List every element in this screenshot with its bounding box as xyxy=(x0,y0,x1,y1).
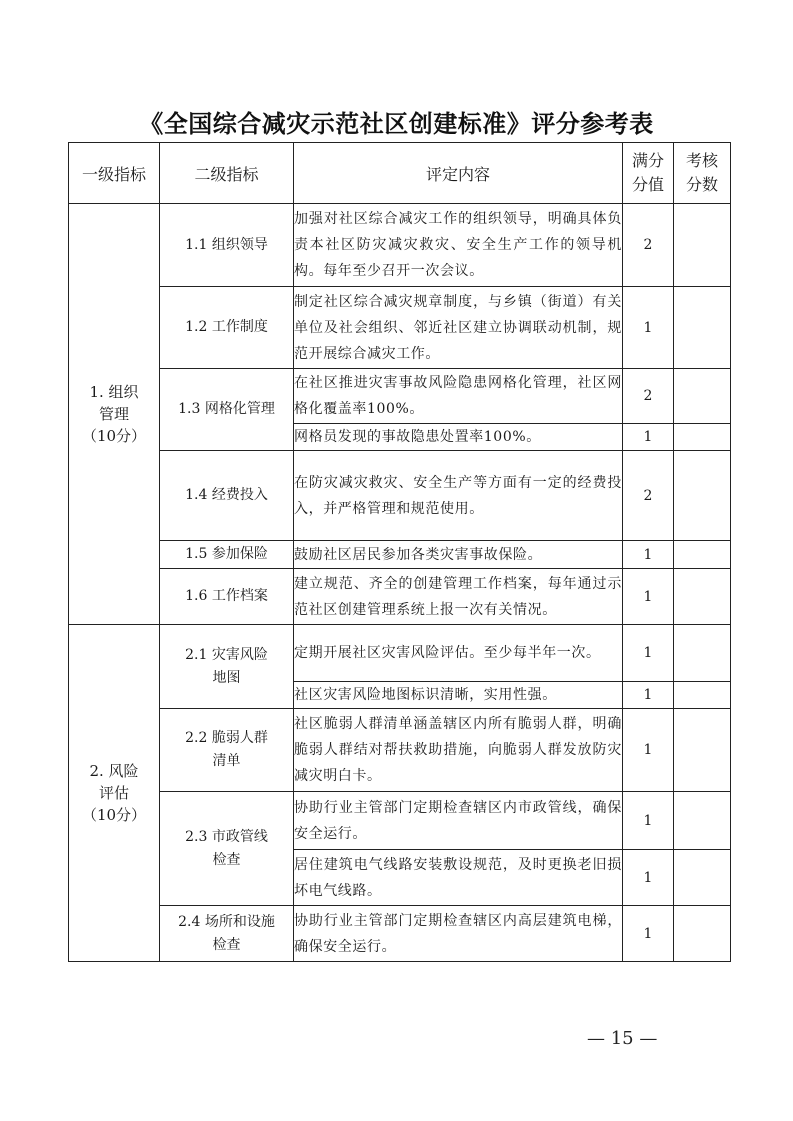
secondary-indicator-text: 1.5 参加保险 xyxy=(185,546,268,562)
evaluation-content-cell: 社区灾害风险地图标识清晰，实用性强。 xyxy=(294,682,623,709)
evaluation-content-cell: 定期开展社区灾害风险评估。至少每半年一次。 xyxy=(294,625,623,682)
secondary-indicator-text: 2.2 脆弱人群 xyxy=(185,730,268,746)
table-row xyxy=(69,625,731,682)
secondary-indicator-cell xyxy=(160,204,294,287)
assessed-score-cell[interactable] xyxy=(674,682,731,709)
secondary-indicator-cell xyxy=(160,792,294,906)
table-row xyxy=(69,204,731,287)
assessed-score-cell[interactable] xyxy=(674,369,731,424)
assessed-score-cell[interactable] xyxy=(674,287,731,369)
secondary-indicator-text: 2.1 灾害风险 xyxy=(185,646,268,663)
full-score-cell: 2 xyxy=(623,204,674,287)
full-score-cell: 1 xyxy=(623,541,674,569)
secondary-indicator-cell xyxy=(160,369,294,451)
table-row xyxy=(69,451,731,541)
table-row xyxy=(69,792,731,850)
primary-indicator-text: 2. 风险 xyxy=(89,762,139,780)
primary-indicator-text: 管理 xyxy=(98,405,129,423)
assessed-score-cell[interactable] xyxy=(674,850,731,906)
primary-indicator-cell xyxy=(69,625,160,962)
evaluation-content-cell: 社区脆弱人群清单涵盖辖区内所有脆弱人群，明确脆弱人群结对帮扶救助措施，向脆弱人群发放防灾减灾明白卡。 xyxy=(294,709,623,792)
table-header-row xyxy=(69,143,731,204)
evaluation-content-cell: 网格员发现的事故隐患处置率100%。 xyxy=(294,424,623,451)
full-score-cell: 2 xyxy=(623,369,674,424)
header-primary-indicator: 一级指标 xyxy=(69,143,160,204)
secondary-indicator-text: 1.4 经费投入 xyxy=(185,487,268,503)
evaluation-content-cell: 居住建筑电气线路安装敷设规范，及时更换老旧损坏电气线路。 xyxy=(294,850,623,906)
evaluation-content-cell: 加强对社区综合减灾工作的组织领导，明确具体负责本社区防灾减灾救灾、安全生产工作的领导机构。每年至少召开一次会议。 xyxy=(294,204,623,287)
table-row xyxy=(69,569,731,625)
full-score-cell: 1 xyxy=(623,625,674,682)
full-score-cell: 1 xyxy=(623,424,674,451)
evaluation-content-cell: 协助行业主管部门定期检查辖区内高层建筑电梯，确保安全运行。 xyxy=(294,906,623,962)
primary-indicator-text: 1. 组织 xyxy=(89,383,139,401)
secondary-indicator-text: 2.3 市政管线 xyxy=(185,828,268,845)
secondary-indicator-cell xyxy=(160,569,294,625)
secondary-indicator-text: 1.6 工作档案 xyxy=(185,588,268,604)
assessed-score-cell[interactable] xyxy=(674,424,731,451)
secondary-indicator-text: 地图 xyxy=(212,669,241,686)
assessed-score-cell[interactable] xyxy=(674,792,731,850)
table-row xyxy=(69,369,731,424)
header-evaluation-content: 评定内容 xyxy=(294,143,623,204)
table-row xyxy=(69,906,731,962)
table-row xyxy=(69,541,731,569)
header-full-score: 满分 分值 xyxy=(623,143,674,204)
full-score-cell: 1 xyxy=(623,569,674,625)
evaluation-content-cell: 协助行业主管部门定期检查辖区内市政管线，确保安全运行。 xyxy=(294,792,623,850)
page-number: — 15 — xyxy=(587,1028,658,1049)
secondary-indicator-text: 1.3 网格化管理 xyxy=(178,401,275,417)
secondary-indicator-cell xyxy=(160,451,294,541)
secondary-indicator-text: 1.2 工作制度 xyxy=(185,319,268,335)
primary-indicator-text: （10分） xyxy=(81,806,147,824)
evaluation-content-cell: 建立规范、齐全的创建管理工作档案，每年通过示范社区创建管理系统上报一次有关情况。 xyxy=(294,569,623,625)
full-score-cell: 1 xyxy=(623,709,674,792)
full-score-cell: 1 xyxy=(623,792,674,850)
secondary-indicator-text: 2.4 场所和设施 xyxy=(178,913,275,930)
table-row xyxy=(69,287,731,369)
full-score-cell: 1 xyxy=(623,682,674,709)
header-assessed-score: 考核 分数 xyxy=(674,143,731,204)
secondary-indicator-text: 清单 xyxy=(212,753,241,769)
secondary-indicator-text: 检查 xyxy=(212,851,241,868)
secondary-indicator-cell xyxy=(160,709,294,792)
evaluation-content-cell: 制定社区综合减灾规章制度，与乡镇（街道）有关单位及社会组织、邻近社区建立协调联动机制，规范开展综合减灾工作。 xyxy=(294,287,623,369)
secondary-indicator-cell xyxy=(160,625,294,709)
scoring-table xyxy=(68,142,731,962)
header-secondary-indicator: 二级指标 xyxy=(160,143,294,204)
full-score-cell: 2 xyxy=(623,451,674,541)
evaluation-content-cell: 鼓励社区居民参加各类灾害事故保险。 xyxy=(294,541,623,569)
primary-indicator-text: （10分） xyxy=(81,427,147,445)
assessed-score-cell[interactable] xyxy=(674,906,731,962)
evaluation-content-cell: 在防灾减灾救灾、安全生产等方面有一定的经费投入，并严格管理和规范使用。 xyxy=(294,451,623,541)
assessed-score-cell[interactable] xyxy=(674,569,731,625)
full-score-cell: 1 xyxy=(623,850,674,906)
full-score-cell: 1 xyxy=(623,906,674,962)
secondary-indicator-cell xyxy=(160,287,294,369)
secondary-indicator-cell xyxy=(160,541,294,569)
page-title: 《全国综合减灾示范社区创建标准》评分参考表 xyxy=(139,110,654,138)
primary-indicator-text: 评估 xyxy=(98,784,129,802)
secondary-indicator-text: 1.1 组织领导 xyxy=(185,236,268,253)
assessed-score-cell[interactable] xyxy=(674,709,731,792)
assessed-score-cell[interactable] xyxy=(674,625,731,682)
primary-indicator-cell xyxy=(69,204,160,625)
table-row xyxy=(69,709,731,792)
secondary-indicator-text: 检查 xyxy=(212,936,241,953)
full-score-cell: 1 xyxy=(623,287,674,369)
assessed-score-cell[interactable] xyxy=(674,451,731,541)
secondary-indicator-cell xyxy=(160,906,294,962)
assessed-score-cell[interactable] xyxy=(674,204,731,287)
assessed-score-cell[interactable] xyxy=(674,541,731,569)
evaluation-content-cell: 在社区推进灾害事故风险隐患网格化管理，社区网格化覆盖率100%。 xyxy=(294,369,623,424)
